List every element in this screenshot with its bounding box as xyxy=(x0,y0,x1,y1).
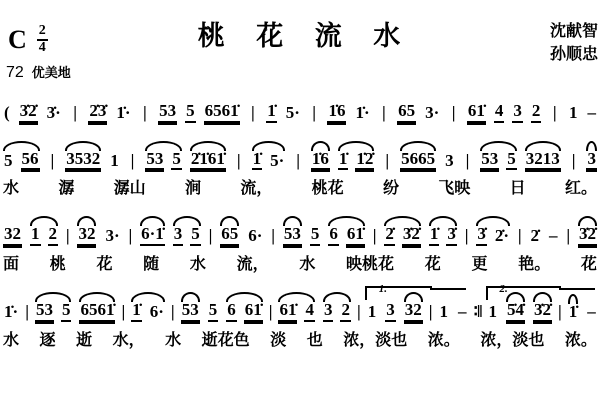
note: 5665 xyxy=(400,150,436,171)
slur-group xyxy=(173,225,201,246)
note: 1 xyxy=(439,302,449,322)
note-group xyxy=(3,303,19,322)
note: 1̇ xyxy=(131,301,142,322)
note: 61̇ xyxy=(278,301,297,322)
note: – xyxy=(587,302,596,322)
note: 6·1̇ xyxy=(140,225,165,246)
lyric-syllable: 流， xyxy=(240,180,273,198)
note: 61̇ xyxy=(346,225,365,246)
repeat-barline: ∶‖ xyxy=(473,302,482,322)
lyric-syllable: 水 xyxy=(3,331,20,349)
note-group xyxy=(19,102,38,123)
slur-group xyxy=(226,301,263,322)
note: – xyxy=(548,226,558,246)
lyrics-line xyxy=(3,327,597,350)
note-group xyxy=(367,303,378,322)
barline: | xyxy=(50,150,55,170)
note: 53 xyxy=(480,150,499,171)
slur-group xyxy=(578,225,597,246)
lyric-syllable: 淡 xyxy=(270,331,287,349)
note: 5 xyxy=(208,301,219,322)
slur-group xyxy=(338,150,375,171)
barline: | xyxy=(208,226,213,246)
note: 3̇2̇ xyxy=(578,225,597,246)
note: 2̇1̇61̇ xyxy=(190,150,226,171)
note: 53 xyxy=(283,225,302,246)
note-group xyxy=(424,104,440,123)
measure xyxy=(467,102,542,123)
measure xyxy=(480,150,561,171)
slur-group xyxy=(384,225,421,246)
note-group xyxy=(488,303,499,322)
lyric-syllable: 逝花色 xyxy=(201,331,250,349)
lyric-syllable: 映桃花 xyxy=(346,256,395,274)
lyric-syllable: 日 xyxy=(509,180,526,198)
lyric-syllable: 水 xyxy=(165,331,182,349)
note: 3213 xyxy=(525,150,561,171)
note: 61̇ xyxy=(467,102,486,123)
note: 2̇ xyxy=(384,225,395,246)
slur-group xyxy=(220,225,239,246)
slur-group xyxy=(480,150,517,171)
measure xyxy=(311,150,375,171)
note: 1̇ xyxy=(338,150,349,171)
note: 3̇2̇ xyxy=(533,301,552,322)
measure xyxy=(35,301,116,322)
slur-group xyxy=(429,225,457,246)
note-group xyxy=(266,102,277,123)
measure xyxy=(266,102,301,123)
barline: | xyxy=(451,103,456,122)
credits xyxy=(550,20,598,66)
note: 2̇3̇ xyxy=(88,102,107,123)
slur-group xyxy=(311,150,330,171)
note-group xyxy=(158,102,177,123)
slur-group xyxy=(278,301,315,322)
note: 3· xyxy=(105,226,120,246)
lyric-syllable: 花 xyxy=(424,256,441,274)
lyric-syllable: 也 xyxy=(306,331,323,349)
lyric-syllable: 红。 xyxy=(564,180,597,198)
lyric-syllable: 水 xyxy=(299,256,316,274)
lyric-syllable: 花 xyxy=(580,256,597,274)
notes-row xyxy=(3,136,597,171)
slur-group xyxy=(35,301,72,322)
measure xyxy=(3,225,58,246)
slur-group xyxy=(568,303,579,322)
note: 32 xyxy=(77,225,96,246)
measure xyxy=(88,102,131,123)
note: 3· xyxy=(425,103,440,122)
note: 1̇ xyxy=(252,150,263,171)
note: 1̇ xyxy=(568,302,578,322)
lyric-syllable: 浓，淡也 xyxy=(343,331,408,349)
note-group xyxy=(46,104,62,123)
note-group xyxy=(104,227,120,246)
note: 4 xyxy=(494,102,505,123)
note-group xyxy=(444,152,455,171)
measure xyxy=(586,150,597,171)
measure xyxy=(439,303,468,322)
note: 5 xyxy=(185,102,196,123)
volta-label: 1. xyxy=(378,283,387,296)
barline: | xyxy=(566,226,571,246)
slur-group xyxy=(140,225,165,246)
note-group xyxy=(457,303,468,322)
note-group xyxy=(548,227,559,246)
slur-group xyxy=(476,225,510,246)
measure xyxy=(77,225,120,246)
note-group xyxy=(310,225,321,246)
lyric-syllable: 花 xyxy=(96,256,113,274)
note-group xyxy=(531,102,542,123)
note: 1̇ xyxy=(429,225,440,246)
note: 56 xyxy=(21,150,40,171)
note: 5 xyxy=(61,301,72,322)
barline: | xyxy=(236,150,241,170)
note-group xyxy=(494,102,505,123)
note: 3 xyxy=(586,150,597,171)
note: 2̇· xyxy=(494,226,509,246)
note: 3 xyxy=(173,225,184,246)
barline: | xyxy=(312,103,317,122)
measure xyxy=(158,102,240,123)
note: 1̇6 xyxy=(311,150,330,171)
tempo-value: 72 xyxy=(6,64,24,81)
note: – xyxy=(587,103,596,122)
lyric-syllable: 水， xyxy=(112,331,145,349)
note: 53 xyxy=(145,150,164,171)
slur-group xyxy=(65,150,101,171)
lyrics-line xyxy=(3,175,597,198)
note: 1̇ xyxy=(266,102,277,123)
slur-group xyxy=(586,150,597,171)
barline: | xyxy=(372,226,377,246)
slur-group xyxy=(30,225,58,246)
note: 53 xyxy=(181,301,200,322)
credit-composer-1: 沈献智 xyxy=(549,23,598,40)
lyric-syllable: 随 xyxy=(143,256,160,274)
barline: | xyxy=(130,150,135,170)
measure xyxy=(384,225,457,246)
lyric-syllable: 逐 xyxy=(39,331,56,349)
note-group xyxy=(185,102,196,123)
note-group xyxy=(3,225,22,246)
lyric-syllable: 桃 xyxy=(49,256,66,274)
barline: | xyxy=(296,150,300,170)
notes-row xyxy=(3,88,597,123)
note: 6 xyxy=(328,225,339,246)
note-group xyxy=(586,104,597,123)
barline: | xyxy=(356,302,361,322)
note-group xyxy=(439,303,450,322)
note: 6· xyxy=(248,226,263,246)
measure xyxy=(65,150,120,171)
barline: | xyxy=(73,103,77,122)
lyric-syllable: 水 xyxy=(189,256,206,274)
note: 3̇2̇ xyxy=(19,102,38,123)
note: 1 xyxy=(488,302,497,322)
note: 3 xyxy=(323,301,334,322)
notes-row xyxy=(3,211,597,246)
song-title: 桃 花 流 水 xyxy=(197,21,403,51)
measure xyxy=(131,301,165,322)
note: 5 xyxy=(171,150,182,171)
slur-group xyxy=(145,150,182,171)
note: 53 xyxy=(158,102,177,123)
note: 32 xyxy=(404,301,423,322)
note: 3̇· xyxy=(46,103,61,122)
slur-group xyxy=(328,225,365,246)
barline: | xyxy=(385,150,390,170)
barline: | xyxy=(465,150,470,170)
note: 5 xyxy=(310,225,321,246)
note: – xyxy=(458,302,467,322)
note: 53 xyxy=(35,301,54,322)
measure xyxy=(578,225,597,246)
note: 6561̇ xyxy=(204,102,240,123)
lyric-syllable: 浓，淡也 xyxy=(480,331,545,349)
note: 65 xyxy=(220,225,239,246)
measure xyxy=(3,303,19,322)
measure xyxy=(3,102,62,123)
note: 2 xyxy=(531,102,542,123)
note: 4 xyxy=(304,301,315,322)
note: 1 xyxy=(110,150,119,170)
barline: | xyxy=(142,103,147,122)
lyric-syllable: 流， xyxy=(236,256,269,274)
measure xyxy=(400,150,455,171)
slur-group xyxy=(525,150,561,171)
note: 3̇ xyxy=(476,225,487,246)
note: 3 xyxy=(385,301,396,322)
lyric-syllable: 飞映 xyxy=(438,180,471,198)
note-group xyxy=(385,301,396,322)
credit-composer-2: 孙顺忠 xyxy=(549,46,598,64)
slur-group xyxy=(323,301,351,322)
note-group xyxy=(354,104,370,123)
measure xyxy=(283,225,365,246)
lyric-syllable: 水 xyxy=(3,180,20,198)
measure xyxy=(3,150,40,171)
note-group xyxy=(208,301,219,322)
key-signature: C xyxy=(8,24,27,54)
barline: | xyxy=(128,226,133,246)
lyric-syllable: 纷 xyxy=(382,180,399,198)
note: 32 xyxy=(3,225,22,246)
measure xyxy=(278,301,351,322)
slur-group xyxy=(3,150,40,171)
lyric-syllable: 更 xyxy=(471,256,488,274)
note: 1 xyxy=(568,103,578,122)
note: 1̇· xyxy=(4,302,19,322)
barline: | xyxy=(251,103,255,122)
measure xyxy=(252,150,286,171)
note: 5 xyxy=(506,150,517,171)
barline: | xyxy=(65,226,70,246)
note-group xyxy=(109,152,120,171)
measure xyxy=(220,225,263,246)
time-signature-denominator: 4 xyxy=(38,39,46,55)
note: 65 xyxy=(397,102,416,123)
slur-group xyxy=(283,225,302,246)
measure xyxy=(181,301,263,322)
measure xyxy=(476,225,510,246)
barline: | xyxy=(571,150,576,170)
note: 1 xyxy=(30,225,41,246)
measure xyxy=(529,227,558,246)
score-line xyxy=(3,136,597,199)
note: 5 xyxy=(4,150,13,170)
score xyxy=(0,88,600,363)
score-line xyxy=(3,283,597,350)
note: 3 xyxy=(512,102,523,123)
barline: | xyxy=(121,302,126,322)
note-group xyxy=(3,104,11,123)
note-group xyxy=(88,102,107,123)
lyric-syllable: 涧 xyxy=(184,180,201,198)
slur-group xyxy=(79,301,115,322)
lyric-syllable: 浓。 xyxy=(427,331,460,349)
measure xyxy=(568,104,597,123)
note-group xyxy=(568,104,579,123)
expression-marking: 优美地 xyxy=(31,65,71,80)
note: 5· xyxy=(285,103,300,122)
note: 1̇· xyxy=(355,103,370,122)
note: 6561̇ xyxy=(79,301,115,322)
slur-group xyxy=(400,150,436,171)
measure xyxy=(140,225,201,246)
note: 61̇ xyxy=(244,301,263,322)
slur-group xyxy=(190,150,226,171)
note-group xyxy=(512,102,523,123)
barline: | xyxy=(268,302,273,322)
barline: | xyxy=(428,302,433,322)
measure xyxy=(327,102,370,123)
note: 3̇ xyxy=(446,225,457,246)
tempo-row xyxy=(6,62,71,82)
note: 6· xyxy=(149,302,164,322)
note: 3 xyxy=(445,150,454,170)
note: 3532 xyxy=(65,150,101,171)
measure xyxy=(397,102,440,123)
lyric-syllable: 潺山 xyxy=(113,180,146,198)
barline: | xyxy=(464,226,469,246)
barline: | xyxy=(25,302,29,322)
volta-label: 2. xyxy=(499,283,508,296)
slur-group xyxy=(252,150,286,171)
note: 2 xyxy=(340,301,351,322)
note-group xyxy=(467,102,486,123)
lyric-syllable: 浓。 xyxy=(564,331,597,349)
note: 1̇6 xyxy=(327,102,346,123)
note: 1̇· xyxy=(116,103,131,122)
note: ( xyxy=(4,103,10,122)
slur-group xyxy=(181,301,200,322)
barline: | xyxy=(517,226,522,246)
lyric-syllable: 面 xyxy=(3,256,20,274)
notes-row xyxy=(3,283,597,322)
measure xyxy=(568,303,597,322)
note: 2̇ xyxy=(530,226,539,246)
note-group xyxy=(247,227,263,246)
barline: | xyxy=(170,302,175,322)
score-line xyxy=(3,211,597,274)
note-group xyxy=(285,104,301,123)
note-group xyxy=(327,102,346,123)
note: 1 xyxy=(367,302,377,322)
note: 5 xyxy=(190,225,201,246)
slur-group xyxy=(131,301,165,322)
measure xyxy=(145,150,226,171)
note-group xyxy=(529,227,540,246)
barline: | xyxy=(382,103,386,122)
lyrics-line xyxy=(3,251,597,274)
note: 6 xyxy=(226,301,237,322)
note: 5̇4̇ xyxy=(506,301,525,322)
note-group xyxy=(204,102,240,123)
slur-group xyxy=(506,301,525,322)
note: 2 xyxy=(48,225,59,246)
lyric-syllable: 桃花 xyxy=(311,180,344,198)
slur-group xyxy=(77,225,96,246)
measure xyxy=(488,283,553,322)
barline: | xyxy=(558,302,562,322)
lyric-syllable: 艳。 xyxy=(518,256,551,274)
measure xyxy=(367,283,423,322)
slur-group xyxy=(533,301,552,322)
barline: | xyxy=(271,226,276,246)
barline: | xyxy=(552,103,557,122)
note-group xyxy=(115,104,131,123)
note-group xyxy=(397,102,416,123)
lyric-syllable: 逝 xyxy=(76,331,93,349)
slur-group xyxy=(404,301,423,322)
note-group xyxy=(586,303,597,322)
time-signature-numerator: 2 xyxy=(37,24,48,41)
lyric-syllable: 潺 xyxy=(58,180,75,198)
score-line xyxy=(3,88,597,123)
note: 1̇2̇ xyxy=(355,150,374,171)
note: 3̇2̇ xyxy=(402,225,421,246)
note: 5· xyxy=(270,150,285,170)
